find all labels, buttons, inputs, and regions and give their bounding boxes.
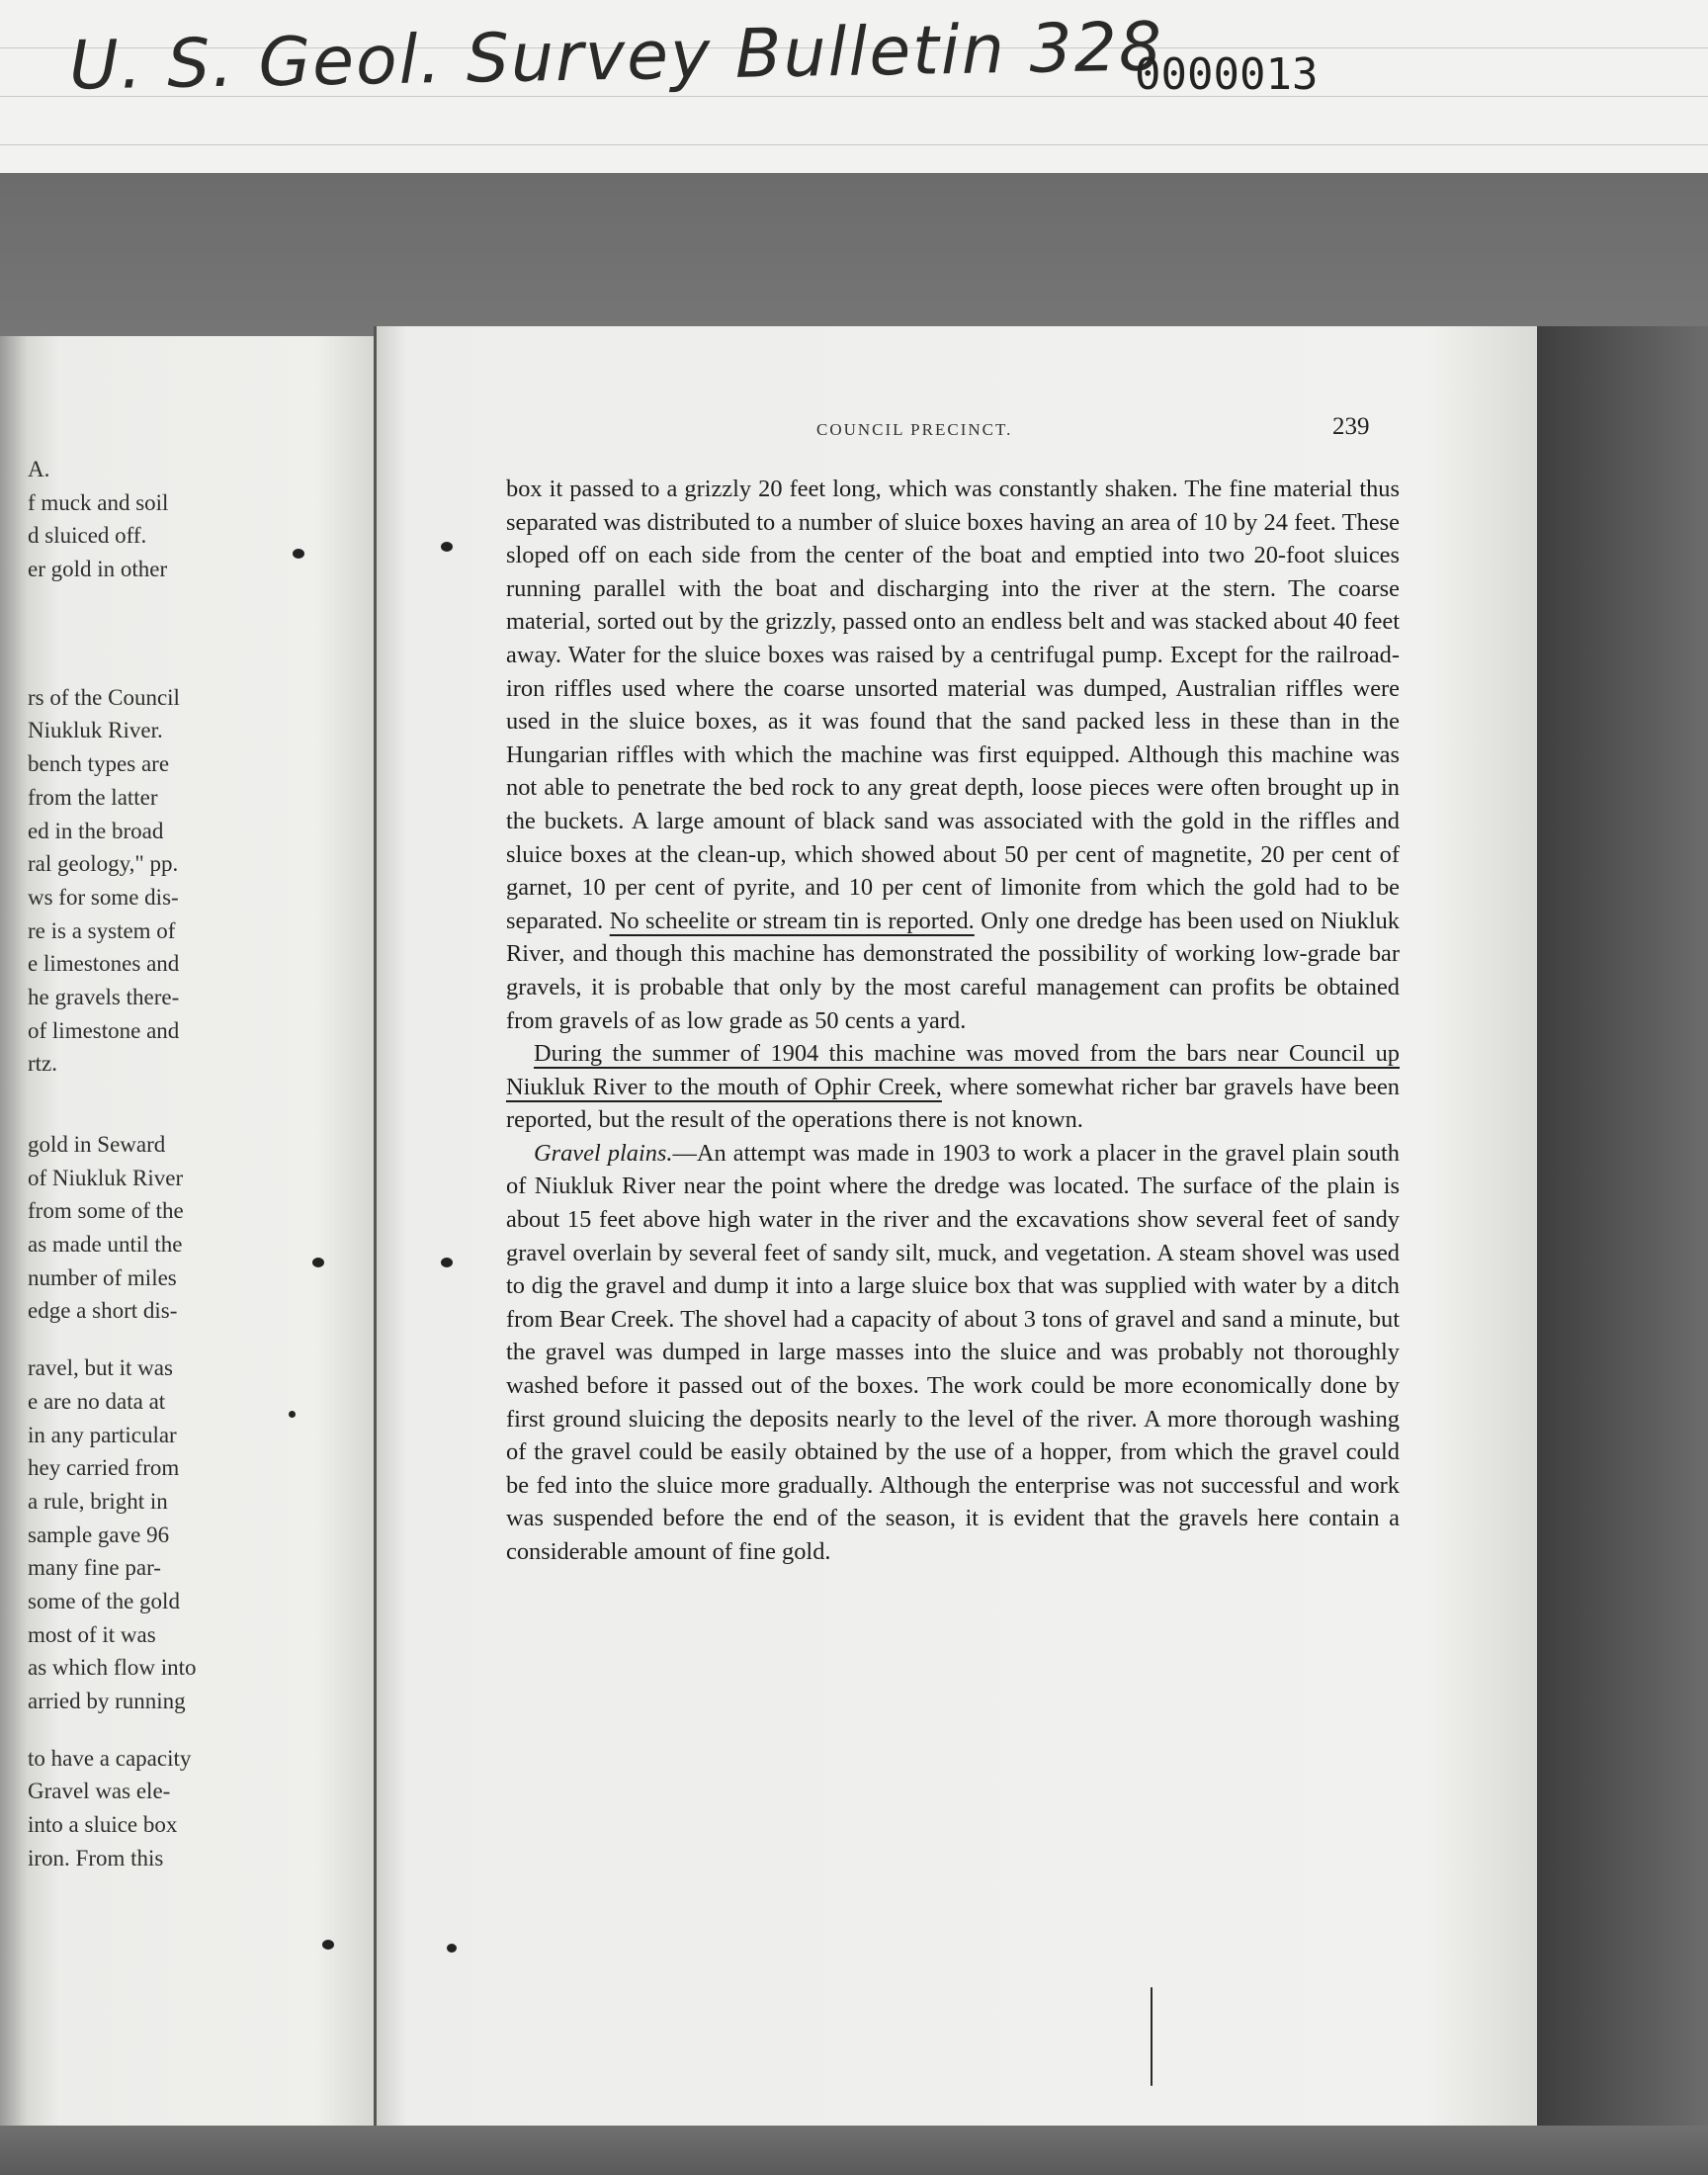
left-line: he gravels there-: [28, 984, 180, 1009]
page-body-text: [506, 473, 1400, 1569]
left-line: ral geology," pp.: [28, 851, 179, 877]
pencil-mark: [1151, 1987, 1153, 2086]
left-line: of limestone and: [28, 1017, 180, 1043]
section-heading: Gravel plains.: [534, 1139, 673, 1167]
binding-hole-mark: [441, 542, 453, 552]
paragraph-gravel-plains: [506, 1137, 1400, 1569]
left-line: ws for some dis-: [28, 884, 179, 910]
left-line: some of the gold: [28, 1588, 180, 1613]
binding-hole-mark: [447, 1944, 457, 1953]
left-line: ed in the broad: [28, 818, 164, 843]
running-head: COUNCIL PRECINCT.: [816, 420, 1013, 439]
left-line: A.: [28, 457, 50, 481]
left-line: rs of the Council: [28, 684, 180, 710]
binding-hole-mark: [289, 1411, 296, 1418]
left-line: edge a short dis-: [28, 1298, 178, 1324]
left-line: most of it was: [28, 1621, 156, 1647]
left-line: of Niukluk River: [28, 1165, 184, 1190]
label-strip: [0, 0, 1708, 173]
paragraph-text: box it passed to a grizzly 20 feet long, which was constantly shaken. The fine material thus separated was distributed to a number of sluice boxes having an area of 10 by 24 feet. These sloped off on each side from the center of the boat and emptied into two 20-foot sluices running parallel with the boat and discharging into the river at the stern. The coarse material, sorted out by the grizzly, passed onto an endless belt and was stacked about 40 feet away. Water for the sluice boxes was raised by a centrifugal pump. Except for the railroad-iron riffles used where the coarse unsorted material was dumped, Australian riffles were used in the sluice boxes, as it was found that the sand packed less in these than in the Hungarian riffles with which the machine was first equipped. Although this machine was not able to penetrate the bed rock to any great depth, loose pieces were often brought up in the buckets. A large amount of black sand was associated with the gold in the riffles and sluice boxes at the clean-up, which showed about 50 per cent of magnetite, 20 per cent of garnet, 10 per cent of pyrite, and 10 per cent of limonite from which the gold had to be separated.: [506, 476, 1400, 934]
left-line: from some of the: [28, 1198, 184, 1224]
left-line: e limestones and: [28, 951, 180, 977]
bottom-shadow: [0, 2126, 1708, 2175]
left-line: rtz.: [28, 1051, 58, 1077]
left-line: f muck and soil: [28, 489, 169, 515]
underlined-passage: During the summer of 1904 this machine was moved from the bars near Council up Niukluk River to the mouth of Ophir Creek,: [506, 1040, 1400, 1100]
underlined-passage: No scheelite or stream tin is reported.: [609, 907, 975, 934]
paragraph-text: Only one dredge has been used on Niukluk River, and though this machine has demonstrated the possibility of working low-grade bar gravels, it is probable that only by the most careful management can profits be obtained from gravels of as low grade as 50 cents a yard.: [506, 907, 1400, 1034]
binding-hole-mark: [441, 1258, 453, 1267]
left-line: number of miles: [28, 1264, 177, 1290]
paragraph-text: where somewhat richer bar gravels have been reported, but the result of the operations there is not known.: [506, 1073, 1400, 1134]
stamp-number: 0000013: [1135, 49, 1319, 100]
paragraph-text: —An attempt was made in 1903 to work a placer in the gravel plain south of Niukluk River near the point where the dredge was located. The surface of the plain is about 15 feet above high water in the river and the excavations show several feet of sandy gravel overlain by several feet of sandy silt, muck, and vegetation. A steam shovel was used to dig the gravel and dump it into a large sluice box that was supplied with water by a ditch from Bear Creek. The shovel had a capacity of about 3 tons of gravel and sand a minute, but the gravel was dumped in large masses into the sluice and was probably not thoroughly washed before it passed out of the boxes. The work could be more economically done by first ground sluicing the deposits nearly to the level of the river. A more thorough washing of the gravel could be easily obtained by the use of a hopper, from which the gravel could be fed into the sluice more gradually. Although the enterprise was not successful and work was suspended before the end of the season, it is evident that the gravels here contain a considerable amount of fine gold.: [506, 1139, 1400, 1565]
left-line: in any particular: [28, 1422, 177, 1447]
page-edge-shadow: [1537, 326, 1708, 2175]
left-line: as made until the: [28, 1232, 183, 1258]
page-number: 239: [1332, 413, 1370, 440]
left-line: hey carried from: [28, 1455, 180, 1481]
left-line: into a sluice box: [28, 1812, 178, 1838]
left-line: many fine par-: [28, 1555, 161, 1581]
binding-hole-mark: [312, 1258, 324, 1267]
binding-hole-mark: [293, 549, 304, 559]
left-page-text: [28, 453, 265, 1874]
paragraph-dredge: [506, 473, 1400, 1037]
left-line: iron. From this: [28, 1845, 164, 1870]
left-line: from the latter: [28, 784, 158, 810]
left-line: to have a capacity: [28, 1745, 192, 1771]
left-line: Gravel was ele-: [28, 1779, 171, 1804]
left-line: er gold in other: [28, 557, 168, 582]
left-line: ravel, but it was: [28, 1355, 173, 1381]
left-line: as which flow into: [28, 1655, 197, 1681]
handwritten-title: U. S. Geol. Survey Bulletin 328: [68, 8, 1164, 106]
left-line: arried by running: [28, 1689, 186, 1713]
left-line: re is a system of: [28, 917, 176, 943]
paragraph-1904-move: [506, 1037, 1400, 1137]
left-line: sample gave 96: [28, 1522, 170, 1547]
left-line: bench types are: [28, 751, 170, 777]
left-line: d sluiced off.: [28, 523, 147, 549]
left-line: gold in Seward: [28, 1132, 166, 1157]
binding-hole-mark: [322, 1940, 334, 1950]
left-page: [0, 336, 374, 2160]
left-line: a rule, bright in: [28, 1488, 168, 1514]
left-line: e are no data at: [28, 1388, 166, 1414]
left-line: Niukluk River.: [28, 718, 163, 743]
